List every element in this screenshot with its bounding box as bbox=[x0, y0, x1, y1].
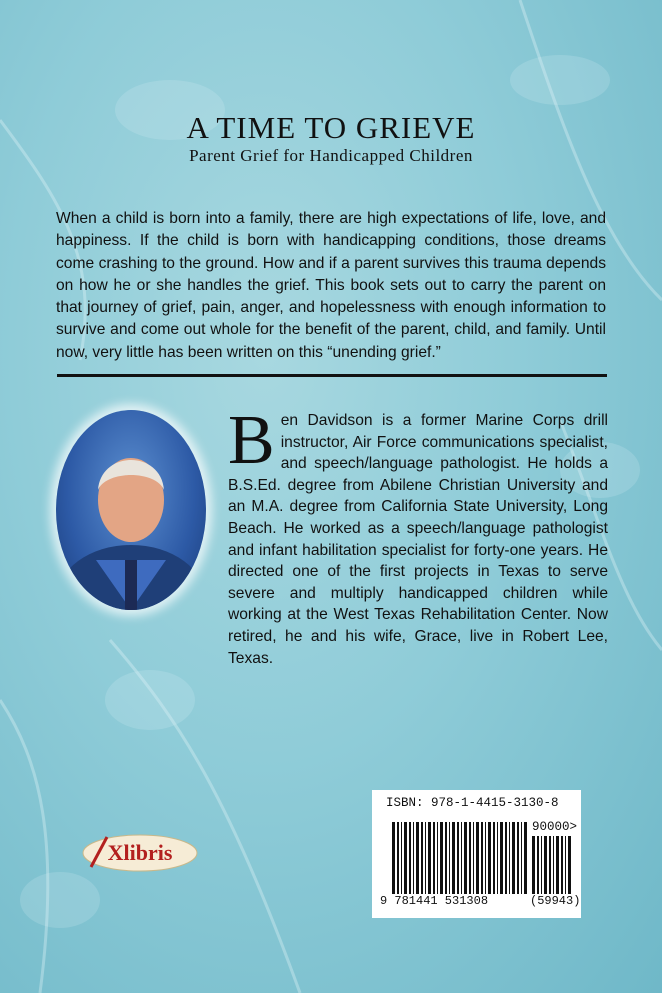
price-code: 90000> bbox=[532, 820, 578, 834]
isbn-label: ISBN: 978-1-4415-3130-8 bbox=[386, 796, 559, 810]
publisher-logo-text: Xlibris bbox=[107, 840, 173, 865]
publisher-logo bbox=[81, 833, 199, 873]
author-bio bbox=[228, 402, 608, 669]
divider-rule bbox=[57, 374, 607, 377]
author-photo bbox=[56, 410, 206, 610]
ean-digits: 9 781441 531308 bbox=[380, 894, 489, 908]
isbn-barcode bbox=[372, 790, 581, 918]
author-bio-text: en Davidson is a former Marine Corps drill instructor, Air Force communications specialist, and speech/language pathologist. He holds a B.S.Ed. degree from Abilene Christian University and an M.A. degree from California State University, Long Beach. He worked as a speech/language pathologist and infant habilitation specialist for forty-one years. He directed one of the first projects in Texas to serve severe and multiply handicapped children while working at the West Texas Rehabilitation Center. Now retired, he and his wife, Grace, live in Robert Lee, Texas. bbox=[228, 412, 608, 667]
book-subtitle: Parent Grief for Handicapped Children bbox=[189, 146, 473, 165]
addon-barcode-bars bbox=[532, 836, 574, 894]
book-title: A TIME TO GRIEVE bbox=[186, 110, 476, 145]
ean-barcode-bars bbox=[392, 822, 528, 894]
addon-digits: (59943) bbox=[530, 894, 581, 908]
book-description: When a child is born into a family, there are high expectations of life, love, and happiness. If the child is born with handicapping conditions, those dreams come crashing to the ground. How and if a parent survives this trauma depends on how he or she handles the grief. This book sets out to carry the parent on that journey of grief, pain, anger, and hopelessness with enough information to survive and come out whole for the benefit of the parent, child, and family. Until now, very little has been written on this “unending grief.” bbox=[56, 210, 606, 361]
author-bio-dropcap: B bbox=[228, 402, 275, 479]
